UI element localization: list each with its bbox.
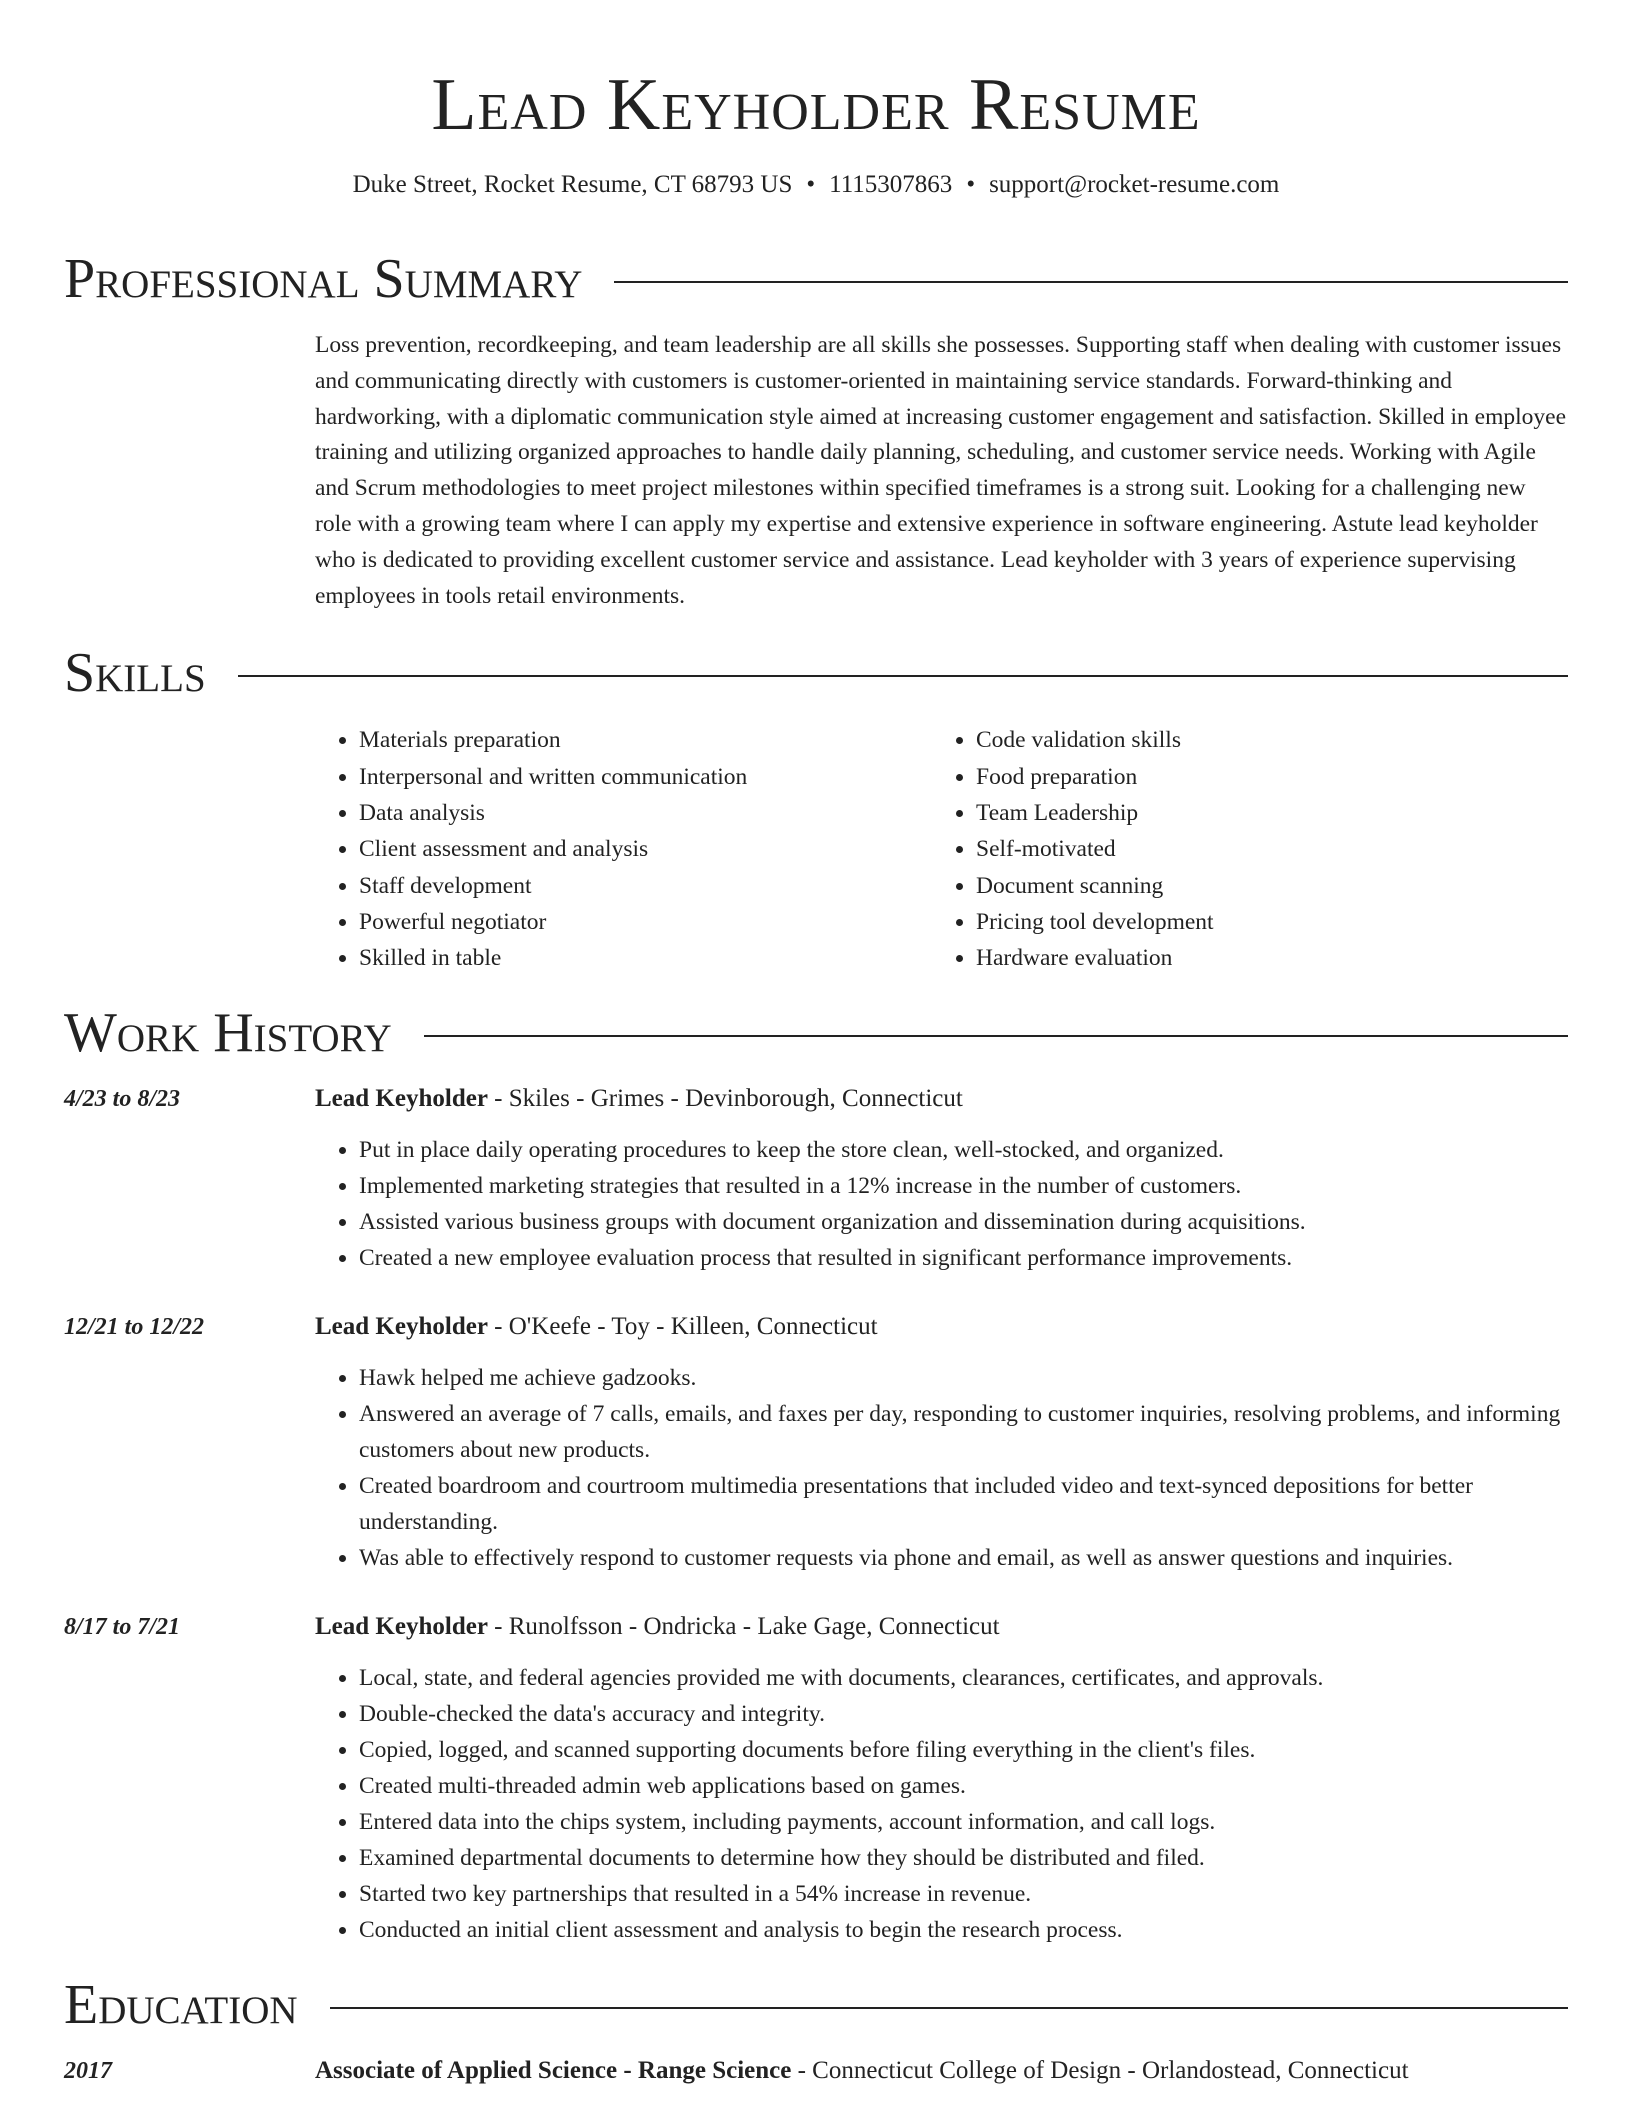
job-bullet: • Put in place daily operating procedures to keep the store clean, well-stocked, and organized.: [359, 1132, 1568, 1168]
contact-separator: •: [806, 171, 816, 198]
job-bullet: • Conducted an initial client assessment and analysis to begin the research process.: [359, 1912, 1568, 1948]
contact-phone: 1115307863: [829, 171, 953, 198]
job-role: Lead Keyholder: [315, 1613, 488, 1641]
education-date: 2017: [64, 2058, 112, 2085]
job-entry: [64, 1310, 1568, 1576]
job-role: Lead Keyholder: [315, 1085, 488, 1113]
summary-text: Loss prevention, recordkeeping, and team leadership are all skills she possesses. Supporting staff when dealing with customer issues and communicating directly with customers is customer-oriented in maintaining service standards. Forward-thinking and hardworking, with a diplomatic communication style aimed at increasing customer engagement and satisfaction. Skilled in employee training and utilizing organized approaches to handle daily planning, scheduling, and customer service needs. Working with Agile and Scrum methodologies to meet project milestones within specified timeframes is a strong suit. Looking for a challenging new role with a growing team where I can apply my expertise and extensive experience in software engineering. Astute lead keyholder who is dedicated to providing excellent customer service and assistance. Lead keyholder with 3 years of experience supervising employees in tools retail environments.: [315, 332, 1567, 609]
job-bullet: • Local, state, and federal agencies provided me with documents, clearances, certificates, and approvals.: [359, 1660, 1568, 1696]
job-company: - Runolfsson - Ondricka - Lake Gage, Connecticut: [487, 1613, 1000, 1641]
section-divider: [424, 1035, 1568, 1037]
education-title: [315, 2054, 1568, 2088]
job-bullet: • Entered data into the chips system, including payments, account information, and call logs.: [359, 1804, 1568, 1840]
job-dates: 4/23 to 8/23: [64, 1086, 181, 1113]
skill-item: • Pricing tool development: [976, 904, 1549, 940]
job-bullet: • Hawk helped me achieve gadzooks.: [359, 1360, 1568, 1396]
skills-heading: Skills: [64, 642, 206, 705]
skill-item: • Staff development: [359, 868, 932, 904]
summary-section-header: [64, 248, 1568, 310]
education-entry: [64, 2054, 1568, 2088]
skill-item: • Client assessment and analysis: [359, 831, 932, 867]
job-title: [315, 1082, 1568, 1116]
skill-item: • Powerful negotiator: [359, 904, 932, 940]
skill-item: • Document scanning: [976, 868, 1549, 904]
job-bullet: • Copied, logged, and scanned supporting documents before filing everything in the client's files.: [359, 1732, 1568, 1768]
job-bullet: • Assisted various business groups with document organization and dissemination during acquisitions.: [359, 1204, 1568, 1240]
work-section-header: [64, 1002, 1568, 1064]
section-divider: [238, 675, 1568, 677]
section-divider: [330, 2007, 1568, 2009]
resume-title: Lead Keyholder Resume: [431, 64, 1201, 146]
education-degree: Associate of Applied Science - Range Science: [315, 2057, 792, 2085]
job-role: Lead Keyholder: [315, 1313, 488, 1341]
skill-item: • Food preparation: [976, 759, 1549, 795]
education-school: - Connecticut College of Design - Orlandostead, Connecticut: [791, 2057, 1409, 2085]
job-body: [315, 1310, 1568, 1576]
skills-right-list: [932, 722, 1549, 976]
skill-item: • Code validation skills: [976, 722, 1549, 758]
job-entry: [64, 1082, 1568, 1276]
education-body: [315, 2054, 1568, 2088]
job-bullet: • Implemented marketing strategies that resulted in a 12% increase in the number of customers.: [359, 1168, 1568, 1204]
job-dates: 8/17 to 7/21: [64, 1614, 181, 1641]
job-bullet: • Double-checked the data's accuracy and integrity.: [359, 1696, 1568, 1732]
job-body: [315, 1610, 1568, 1948]
job-dates: 12/21 to 12/22: [64, 1314, 205, 1341]
contact-separator: •: [966, 171, 976, 198]
job-bullets: [315, 1660, 1568, 1948]
skill-item: • Hardware evaluation: [976, 940, 1549, 976]
job-bullet: • Created a new employee evaluation process that resulted in significant performance improvements.: [359, 1240, 1568, 1276]
job-bullet: • Examined departmental documents to determine how they should be distributed and filed.: [359, 1840, 1568, 1876]
skills-section-header: [64, 642, 1568, 704]
education-heading: Education: [64, 1974, 298, 2037]
job-bullets: [315, 1132, 1568, 1276]
job-title: [315, 1310, 1568, 1344]
work-heading: Work History: [64, 1002, 392, 1065]
skill-item: • Skilled in table: [359, 940, 932, 976]
job-bullet: • Started two key partnerships that resulted in a 54% increase in revenue.: [359, 1876, 1568, 1912]
job-title: [315, 1610, 1568, 1644]
skill-item: • Self-motivated: [976, 831, 1549, 867]
contact-address: Duke Street, Rocket Resume, CT 68793 US: [352, 171, 793, 198]
job-bullet: • Created boardroom and courtroom multimedia presentations that included video and text-synced depositions for better understanding.: [359, 1468, 1568, 1540]
job-bullet: • Was able to effectively respond to customer requests via phone and email, as well as answer questions and inquiries.: [359, 1540, 1568, 1576]
job-bullets: [315, 1360, 1568, 1576]
contact-line: [64, 170, 1568, 200]
skill-item: • Materials preparation: [359, 722, 932, 758]
skill-item: • Data analysis: [359, 795, 932, 831]
section-divider: [614, 281, 1568, 283]
skills-left-list: [315, 722, 932, 976]
job-company: - O'Keefe - Toy - Killeen, Connecticut: [487, 1313, 878, 1341]
job-bullet: • Answered an average of 7 calls, emails, and faxes per day, responding to customer inquiries, resolving problems, and informing customers about new products.: [359, 1396, 1568, 1468]
job-body: [315, 1082, 1568, 1276]
job-bullet: • Created multi-threaded admin web applications based on games.: [359, 1768, 1568, 1804]
skills-lists: [315, 722, 1568, 976]
education-section-header: [64, 1974, 1568, 2036]
contact-email: support@rocket-resume.com: [989, 171, 1280, 198]
summary-heading: Professional Summary: [64, 248, 583, 310]
skill-item: • Team Leadership: [976, 795, 1549, 831]
job-company: - Skiles - Grimes - Devinborough, Connecticut: [487, 1085, 963, 1113]
job-entry: [64, 1610, 1568, 1948]
skill-item: • Interpersonal and written communication: [359, 759, 932, 795]
